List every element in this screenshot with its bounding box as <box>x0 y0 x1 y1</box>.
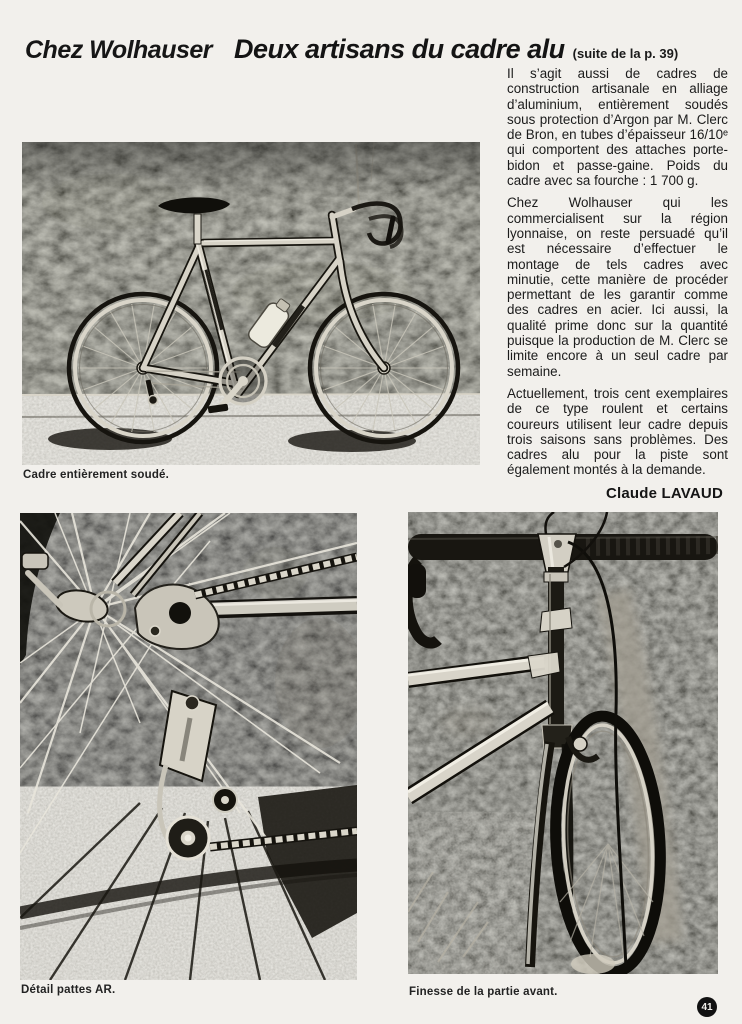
front-end-illustration <box>408 512 718 974</box>
bike-profile-illustration <box>22 142 480 465</box>
main-bike-photo <box>22 142 480 465</box>
rear-dropout-photo <box>20 513 357 980</box>
article-paragraph: Il s’agit aussi de cadres de construction artisanale en alliage d’aluminium, entièrement soudés sous protection d’Argon par M. Clerc de Bron, en tubes d’épaisseur 16/10ᵉ qui comportent des attaches porte-bidon et passe-gaine. Poids du cadre avec sa fourche : 1 700 g. <box>507 66 728 189</box>
column-title: Chez Wolhauser <box>25 36 213 64</box>
article-body <box>507 66 728 502</box>
author-byline: Claude LAVAUD <box>605 484 723 502</box>
article-paragraph: Actuellement, trois cent exemplaires de ce type roulent et certains coureurs utilisent leur cadre depuis trois saisons sans problèmes. Des cadres alu pour la piste sont également montés à la demande. <box>507 385 728 478</box>
photo-caption-main: Cadre entièrement soudé. <box>23 469 170 481</box>
gravel-ground <box>20 785 357 980</box>
photo-caption-rear: Détail pattes AR. <box>21 984 116 996</box>
article-title: Deux artisans du cadre alu <box>234 34 565 64</box>
photo-caption-front: Finesse de la partie avant. <box>409 986 558 998</box>
continuation-note: (suite de la p. 39) <box>572 46 679 61</box>
page-number-badge <box>697 997 717 1017</box>
article-paragraph: Chez Wolhauser qui les commercialisent sur la région lyonnaise, on reste persuadé qu’il est nécessaire d’effectuer le montage de tels cadres avec minutie, cette manière de procéder permettant de les garantir comme des cadres en acier. Ici aussi, la qualité prime donc sur la quantité puisque la production de M. Clerc se limite encore à un seul cadre par semaine. <box>507 195 728 379</box>
page-number-text: 41 <box>701 1001 713 1013</box>
front-end-photo <box>408 512 718 974</box>
rear-dropout-illustration <box>20 513 357 980</box>
article-header <box>25 34 678 65</box>
